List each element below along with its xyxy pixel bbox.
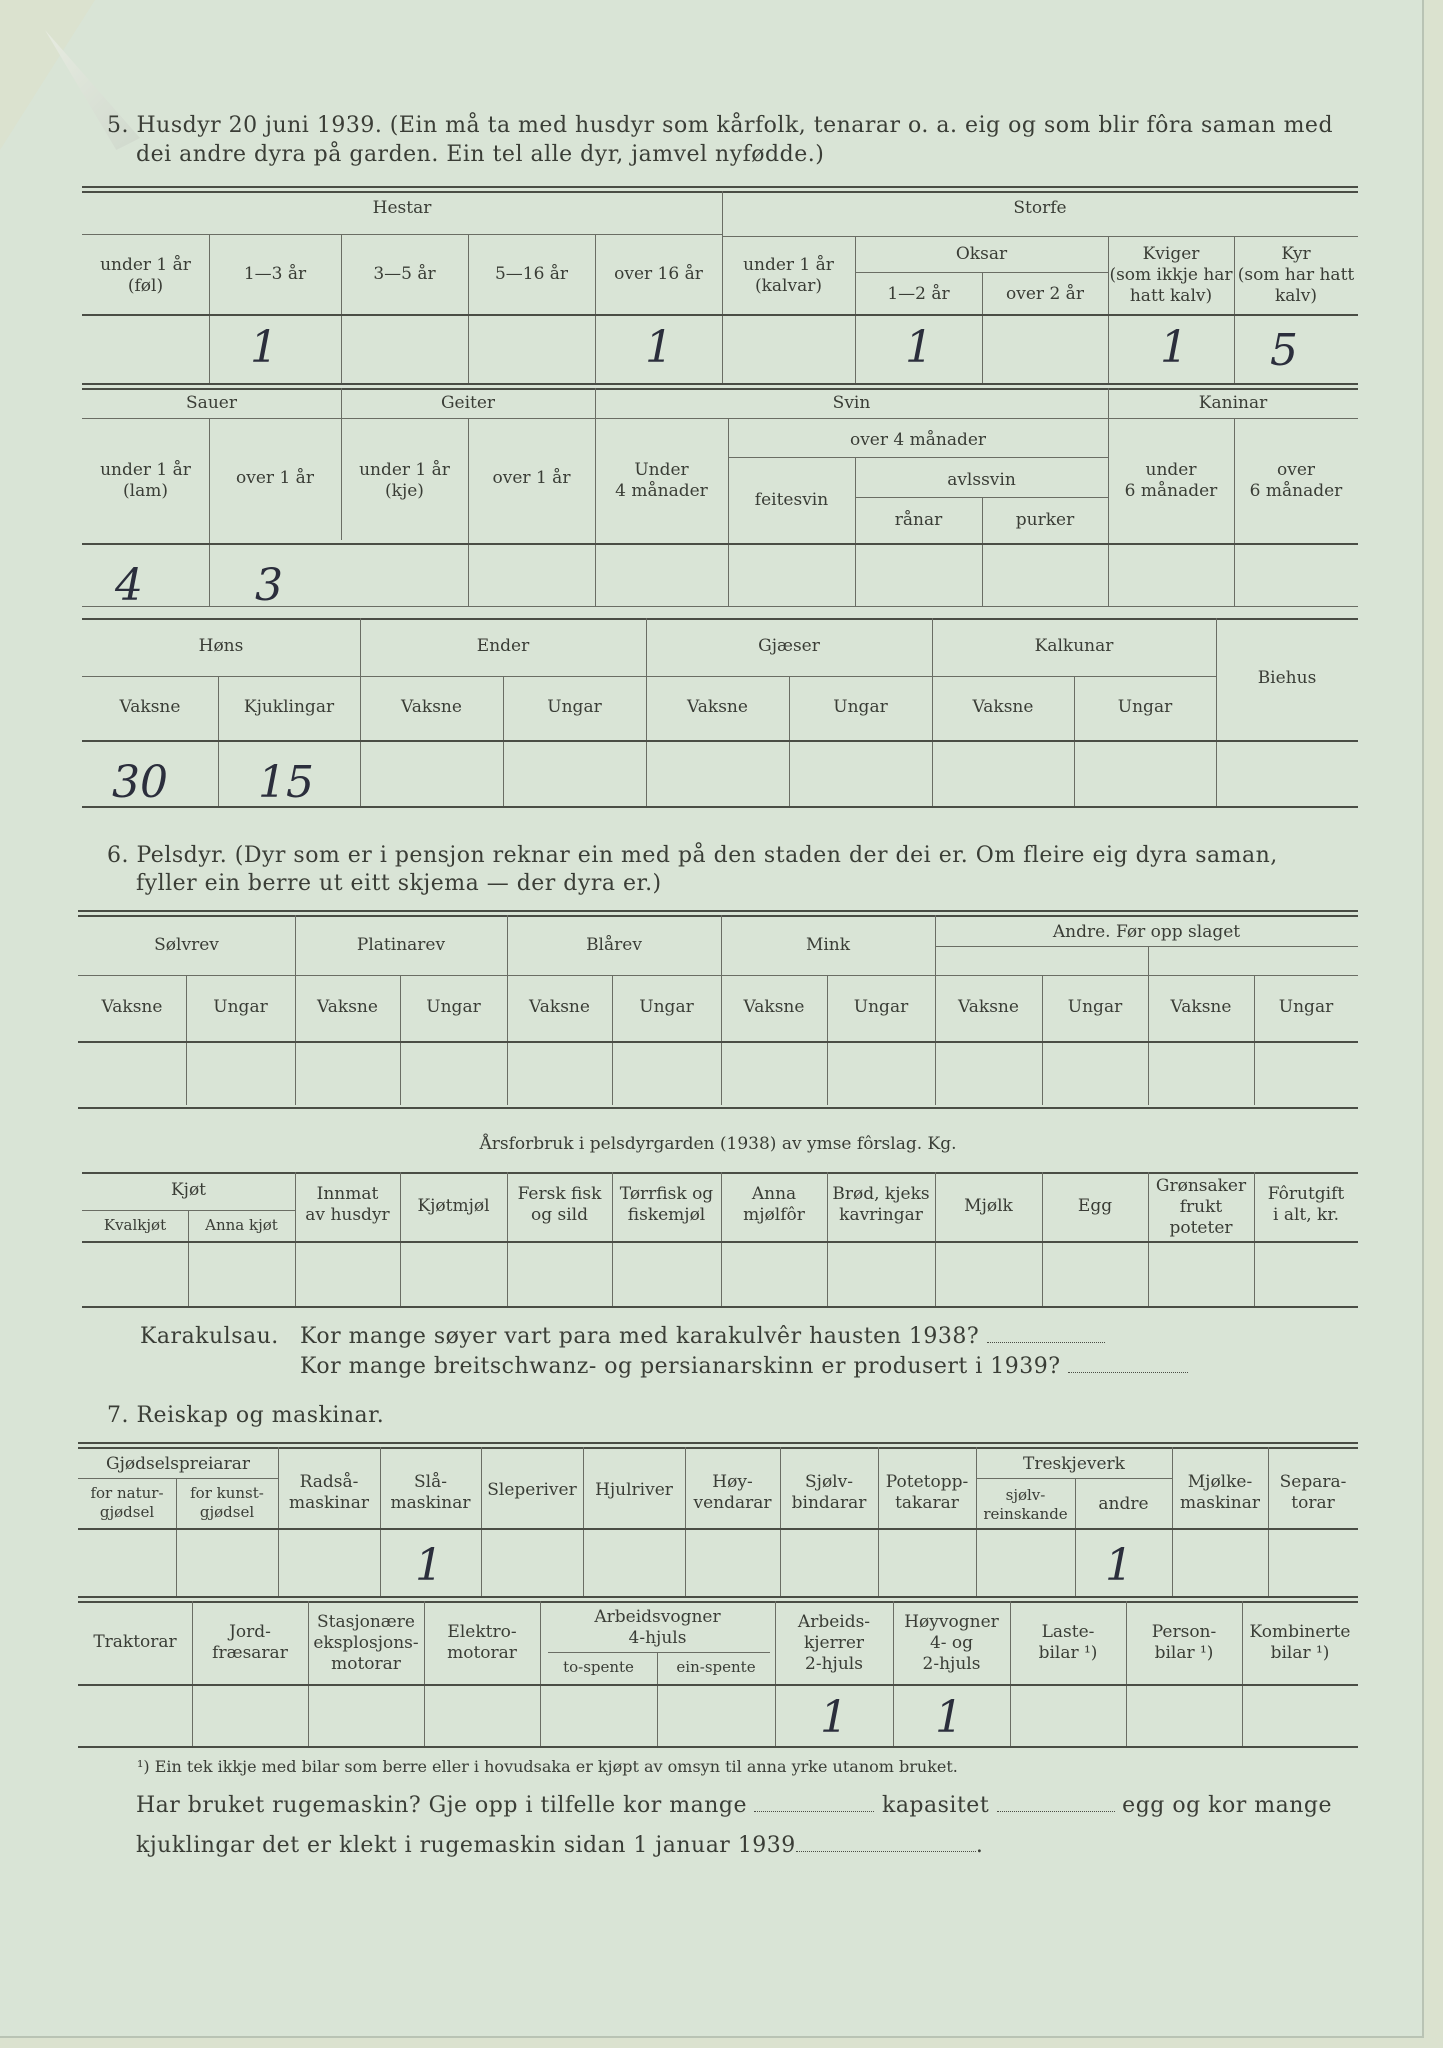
ranar: rånar — [894, 510, 943, 530]
andre2-ungar: Ungar — [1278, 997, 1334, 1017]
arbeidsvogner-header: Arbeidsvogner 4-hjuls — [594, 1607, 721, 1648]
solvrev-header: Sølvrev — [154, 935, 219, 955]
gjaeser-ungar: Ungar — [833, 697, 888, 717]
oksar-over2: over 2 år — [1006, 284, 1084, 304]
geiter-over1: over 1 år — [492, 468, 571, 488]
radsamaskinar: Radså- maskinar — [289, 1472, 369, 1513]
section5-title-1: 5. Husdyr 20 juni 1939. (Ein må ta med husdyr som kårfolk, tenarar o. a. eig og som blir fôra saman med — [107, 113, 1334, 138]
sjolvbindarar: Sjølv- bindarar — [791, 1472, 867, 1513]
feitesvin: feitesvin — [754, 490, 829, 510]
kyr-header: Kyr (som har hatt kalv) — [1237, 244, 1355, 306]
hw-oksar-1-2: 1 — [905, 322, 933, 373]
potetopptakarar: Potetopp- takarar — [885, 1472, 969, 1513]
mjolkemaskinar: Mjølke- maskinar — [1180, 1472, 1260, 1513]
forutgift: Fôrutgift i alt, kr. — [1267, 1184, 1345, 1225]
hestar-1-3: 1—3 år — [243, 264, 307, 284]
andre1-vaksne: Vaksne — [958, 997, 1019, 1017]
purker: purker — [1015, 510, 1075, 530]
storfe-under1: under 1 år (kalvar) — [743, 255, 834, 296]
hw-hestar-over16: 1 — [645, 322, 673, 373]
separatorar: Separa- torar — [1279, 1472, 1347, 1513]
platinarev-header: Platinarev — [356, 935, 446, 955]
ender-vaksne: Vaksne — [401, 697, 462, 717]
torrfisk: Tørrfisk og fiskemjøl — [619, 1184, 714, 1225]
hoyvendarar: Høy- vendarar — [693, 1472, 772, 1513]
blarev-header: Blårev — [586, 935, 642, 955]
hw-arbeidskjerrer: 1 — [820, 1692, 848, 1743]
hestar-3-5: 3—5 år — [373, 264, 436, 284]
kaninar-header: Kaninar — [1198, 393, 1268, 413]
sjolvreinskande: sjølv- reinskande — [983, 1486, 1068, 1523]
hestar-over16: over 16 år — [614, 264, 703, 284]
blarev-vaksne: Vaksne — [529, 997, 590, 1017]
section5-title-2: dei andre dyra på garden. Ein tel alle dyr, jamvel nyfødde.) — [136, 142, 825, 167]
kvalkjot: Kvalkjøt — [103, 1216, 167, 1234]
ender-header: Ender — [476, 636, 530, 656]
egg: Egg — [1077, 1196, 1113, 1216]
blarev-ungar: Ungar — [639, 997, 694, 1017]
personbilar: Person- bilar ¹) — [1151, 1622, 1217, 1663]
biehus-header: Biehus — [1257, 668, 1317, 688]
for-naturgjodsel: for natur- gjødsel — [90, 1484, 164, 1521]
svin-header: Svin — [832, 393, 871, 413]
hw-hestar-1-3: 1 — [250, 322, 278, 373]
hw-kjuklingar: 15 — [258, 757, 314, 808]
treskjeverk-header: Treskjeverk — [1023, 1454, 1125, 1474]
gjodsel-header: Gjødselspreiarar — [106, 1454, 250, 1474]
oksar-1-2: 1—2 år — [887, 284, 950, 304]
karakul-q1: Kor mange søyer vart para med karakulvêr hausten 1938? — [300, 1324, 1105, 1349]
anna-mjolfor: Anna mjølfôr — [743, 1184, 805, 1225]
ein-spente: ein-spente — [676, 1658, 756, 1676]
traktorar: Traktorar — [93, 1632, 177, 1652]
brod-kjeks: Brød, kjeks kavringar — [832, 1184, 930, 1225]
hons-kjuklingar: Kjuklingar — [243, 697, 335, 717]
hons-vaksne: Vaksne — [119, 697, 181, 717]
mink-ungar: Ungar — [853, 997, 909, 1017]
hestar-header: Hestar — [372, 198, 432, 218]
mink-vaksne: Vaksne — [743, 997, 805, 1017]
andre2-vaksne: Vaksne — [1170, 997, 1232, 1017]
section6-title-1: 6. Pelsdyr. (Dyr som er i pensjon reknar ein med på den staden der dei er. Om fleire eig dyra saman, — [107, 843, 1278, 868]
arbeidskjerrer: Arbeids- kjerrer 2-hjuls — [797, 1612, 871, 1674]
kaninar-over6: over 6 månader — [1249, 460, 1343, 501]
hestar-under1: under 1 år (føl) — [100, 255, 191, 296]
andre-header: Andre. Før opp slaget — [1052, 922, 1241, 942]
stasjonaere-motorar: Stasjonære eksplosjons- motorar — [313, 1612, 419, 1674]
geiter-under1: under 1 år (kje) — [359, 460, 450, 501]
hestar-5-16: 5—16 år — [494, 264, 569, 284]
anna-kjot: Anna kjøt — [205, 1216, 278, 1234]
sauer-under1: under 1 år (lam) — [100, 460, 191, 501]
section6-title-2: fyller ein berre ut eitt skjema — der dyra er.) — [136, 871, 662, 896]
forbruk-caption: Årsforbruk i pelsdyrgarden (1938) av ymse fôrslag. Kg. — [479, 1134, 957, 1154]
kviger-header: Kviger (som ikkje har hatt kalv) — [1109, 244, 1233, 306]
gjaeser-vaksne: Vaksne — [687, 697, 748, 717]
section7-title: 7. Reiskap og maskinar. — [107, 1403, 385, 1428]
oksar-header: Oksar — [955, 244, 1008, 264]
hw-lam: 4 — [115, 560, 143, 611]
svin-under4: Under 4 månader — [615, 460, 708, 501]
karakul-label: Karakulsau. — [140, 1324, 279, 1349]
innmat: Innmat av husdyr — [305, 1184, 390, 1225]
hw-kviger: 1 — [1160, 322, 1188, 373]
hw-slamaskinar: 1 — [415, 1540, 443, 1591]
ender-ungar: Ungar — [547, 697, 602, 717]
kombinerte-bilar: Kombinerte bilar ¹) — [1249, 1622, 1351, 1663]
hw-hons-vaksne: 30 — [112, 757, 168, 808]
hw-hoyvogner: 1 — [935, 1692, 963, 1743]
hw-treskjeverk-andre: 1 — [1105, 1540, 1133, 1591]
slamaskinar: Slå- maskinar — [390, 1472, 471, 1513]
kalkunar-header: Kalkunar — [1034, 636, 1114, 656]
gjaeser-header: Gjæser — [758, 636, 820, 656]
hw-sauer-over1: 3 — [255, 560, 283, 611]
for-kunstgjodsel: for kunst- gjødsel — [190, 1484, 264, 1521]
sauer-over1: over 1 år — [236, 468, 314, 488]
avlssvin: avlssvin — [947, 470, 1016, 490]
rugemaskin-line1: Har bruket rugemaskin? Gje opp i tilfelle kor mange kapasitet egg og kor mange — [136, 1793, 1333, 1818]
jordfresarar: Jord- fræsarar — [212, 1622, 288, 1663]
sleperiver: Sleperiver — [487, 1480, 577, 1500]
to-spente: to-spente — [563, 1658, 634, 1676]
fersk-fisk: Fersk fisk og sild — [517, 1184, 602, 1225]
hjulriver: Hjulriver — [595, 1480, 673, 1500]
andre1-ungar: Ungar — [1067, 997, 1123, 1017]
kjotmjol: Kjøtmjøl — [417, 1196, 490, 1216]
kaninar-under6: under 6 månader — [1124, 460, 1218, 501]
storfe-header: Storfe — [1013, 198, 1067, 218]
geiter-header: Geiter — [440, 393, 496, 413]
lastebilar: Laste- bilar ¹) — [1038, 1622, 1098, 1663]
treskjeverk-andre: andre — [1098, 1494, 1149, 1514]
solvrev-vaksne: Vaksne — [101, 997, 163, 1017]
hons-header: Høns — [198, 636, 244, 656]
mjolk: Mjølk — [964, 1196, 1013, 1216]
hoyvogner: Høyvogner 4- og 2-hjuls — [904, 1612, 999, 1674]
rugemaskin-line2: kjuklingar det er klekt i rugemaskin sidan 1 januar 1939 . — [136, 1833, 984, 1858]
elektromotorar: Elektro- motorar — [447, 1622, 517, 1663]
hw-kyr: 5 — [1270, 325, 1298, 376]
platinarev-ungar: Ungar — [426, 997, 481, 1017]
kalkunar-ungar: Ungar — [1117, 697, 1173, 717]
karakul-q2: Kor mange breitschwanz- og persianarskinn er produsert i 1939? — [300, 1354, 1188, 1379]
kalkunar-vaksne: Vaksne — [972, 697, 1034, 717]
platinarev-vaksne: Vaksne — [317, 997, 378, 1017]
kjot-header: Kjøt — [170, 1180, 207, 1200]
gronsaker: Grønsaker frukt poteter — [1155, 1176, 1247, 1238]
solvrev-ungar: Ungar — [213, 997, 268, 1017]
svin-over4: over 4 månader — [849, 430, 987, 450]
sauer-header: Sauer — [186, 393, 237, 413]
footnote: ¹) Ein tek ikkje med bilar som berre eller i hovudsaka er kjøpt av omsyn til anna yrke utanom bruket. — [137, 1757, 958, 1776]
mink-header: Mink — [805, 935, 851, 955]
